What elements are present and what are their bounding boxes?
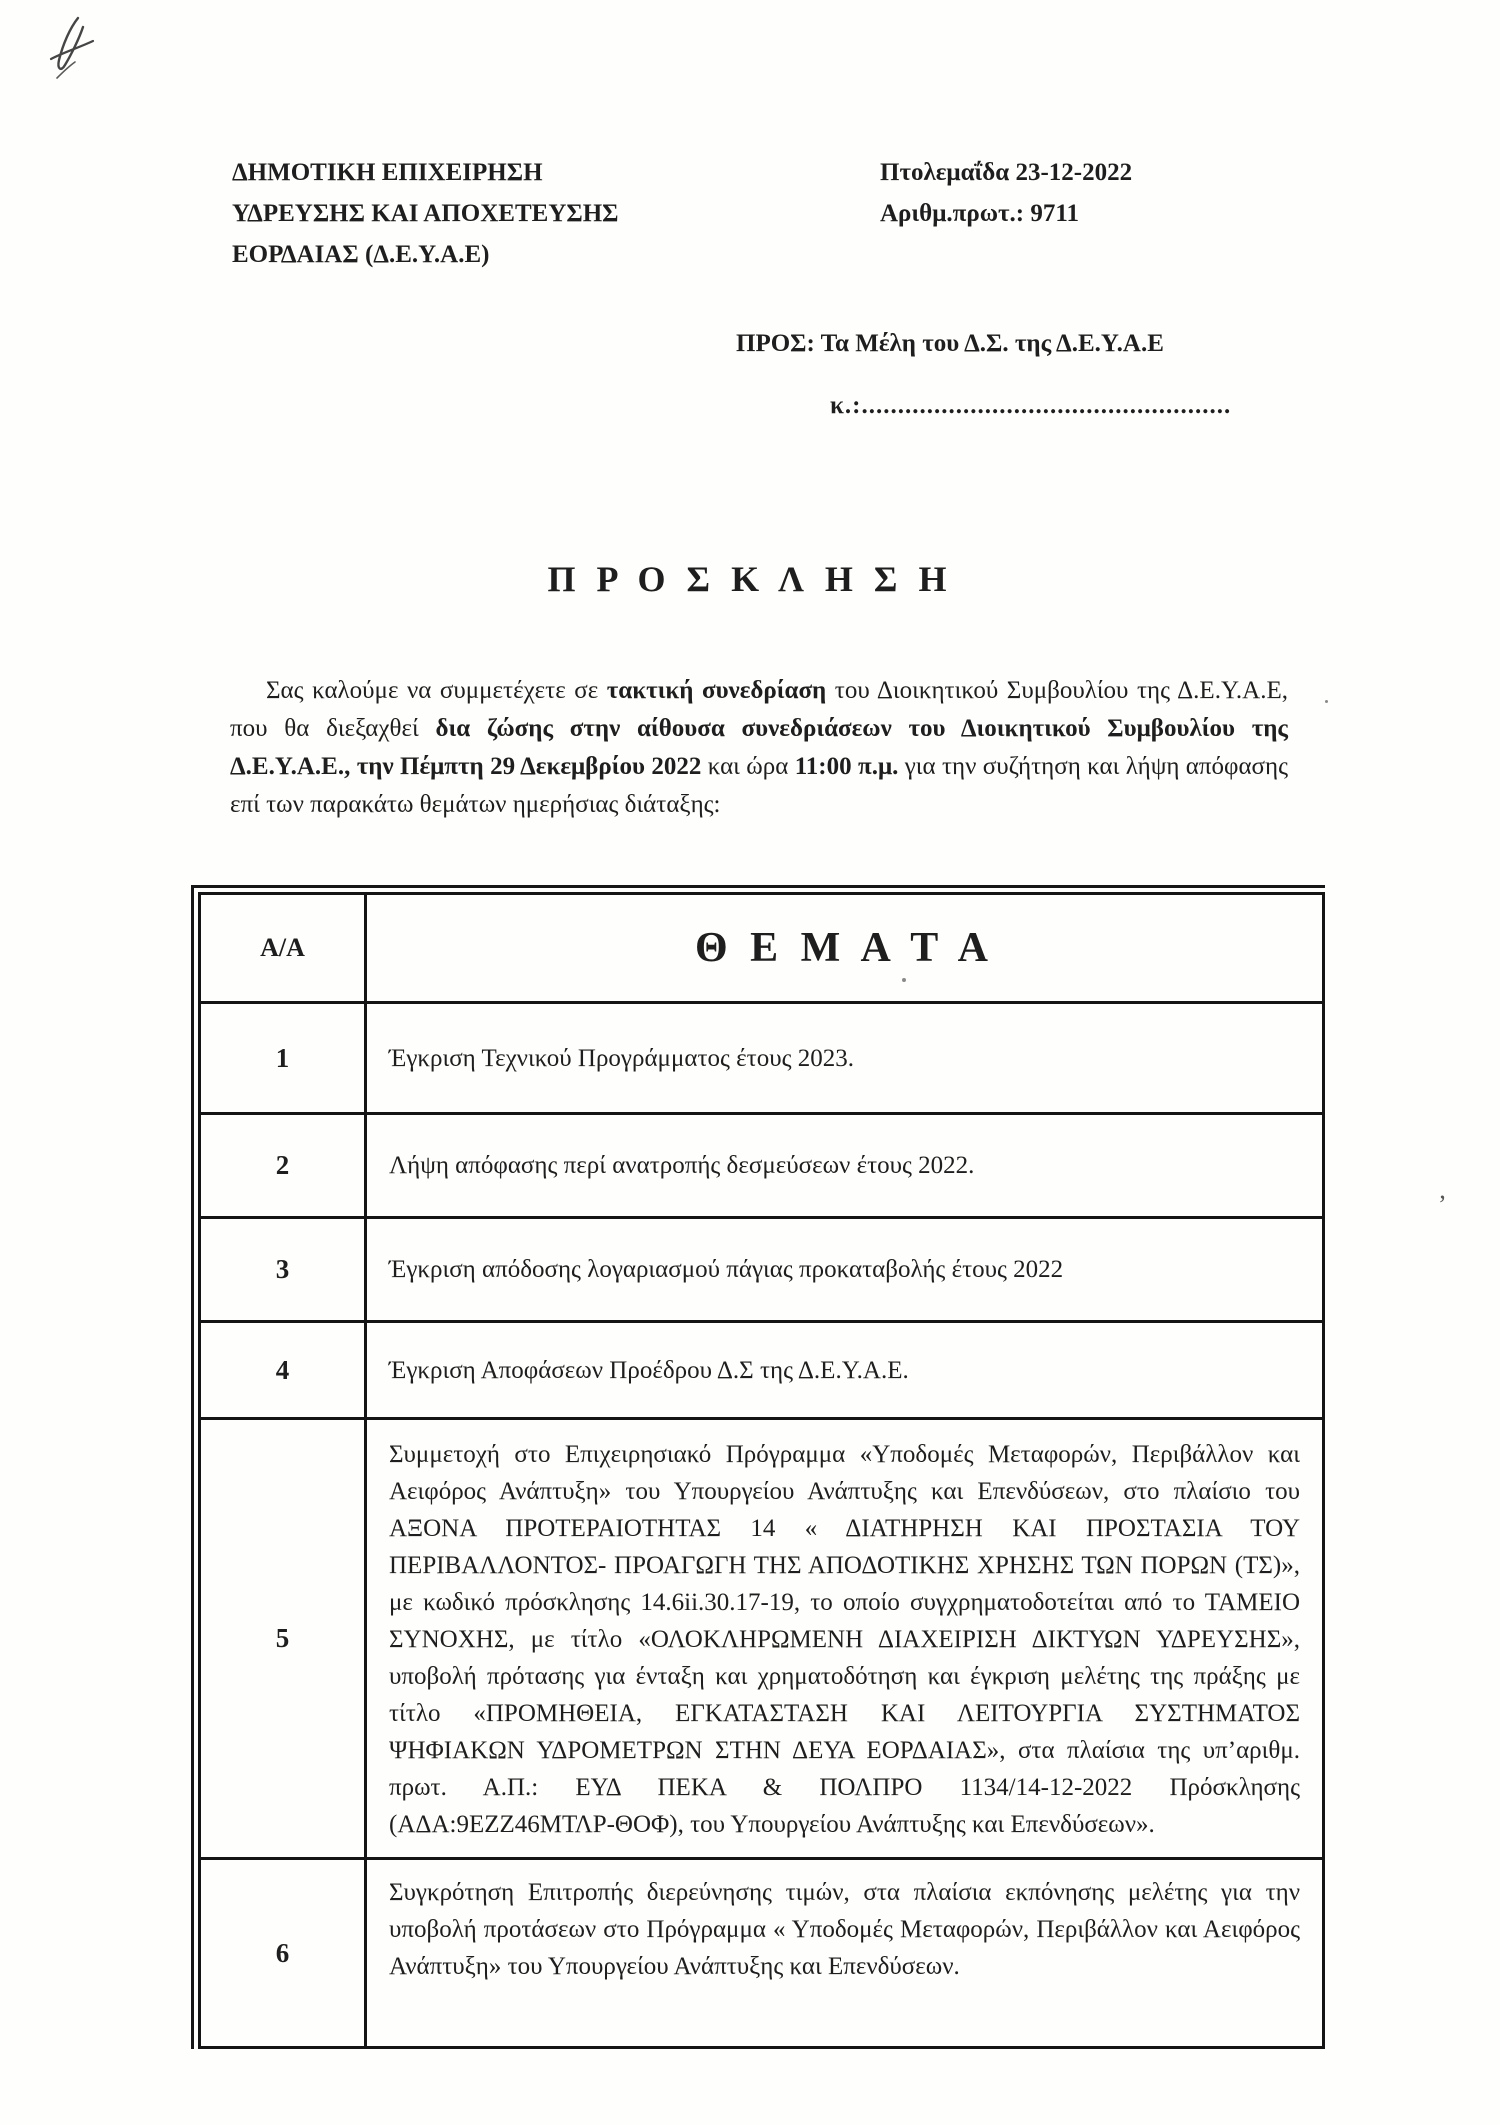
table-row <box>200 1003 1324 1114</box>
row-text: Έγκριση Αποφάσεων Προέδρου Δ.Σ της Δ.Ε.Υ.Α.Ε. <box>366 1322 1324 1419</box>
sender-block <box>232 152 619 275</box>
table-row <box>200 1114 1324 1218</box>
agenda-table <box>198 892 1325 2049</box>
place-date: Πτολεμαΐδα 23-12-2022 <box>880 159 1133 186</box>
header-aa: Α/Α <box>200 894 366 1003</box>
row-number: 4 <box>200 1322 366 1419</box>
body-segment: του Διοικητικού Συμβουλίου της Δ.Ε.Υ.Α.Ε, που θα διεξαχθεί <box>230 677 1288 742</box>
table-row <box>200 1859 1324 2048</box>
sender-line-1: ΔΗΜΟΤΙΚΗ ΕΠΙΧΕΙΡΗΣΗ <box>232 159 543 186</box>
row-text: Συγκρότηση Επιτροπής διερεύνησης τιμών, στα πλαίσια εκπόνησης μελέτης για την υποβολή προτάσεων στο Πρόγραμμα « Υποδομές Μεταφορών, Περιβάλλον και Αειφόρος Ανάπτυξη» του Υπουργείου Ανάπτυξης και Επενδύσεων. <box>366 1859 1324 2048</box>
body-segment-bold: τακτική συνεδρίαση <box>606 677 827 704</box>
recipient-name-dotted-line: κ.:................................................... <box>830 392 1232 419</box>
agenda-table-wrapper <box>191 885 1325 2049</box>
protocol-number: Αριθμ.πρωτ.: 9711 <box>880 200 1079 227</box>
body-segment-bold: 11:00 π.μ. <box>794 753 899 780</box>
row-text: Λήψη απόφασης περί ανατροπής δεσμεύσεων έτους 2022. <box>366 1114 1324 1218</box>
sender-line-3: ΕΟΡΔΑΙΑΣ (Δ.Ε.Υ.Α.Ε) <box>232 241 490 268</box>
table-header-row <box>200 894 1324 1003</box>
row-number: 5 <box>200 1419 366 1859</box>
table-row <box>200 1419 1324 1859</box>
body-segment: για την συζήτηση και λήψη απόφασης επί των παρακάτω θεμάτων ημερήσιας διάταξης: <box>230 753 1289 818</box>
document-title: Π Ρ Ο Σ Κ Λ Η Σ Η <box>547 559 953 599</box>
row-text: Έγκριση Τεχνικού Προγράμματος έτους 2023. <box>366 1003 1324 1114</box>
invitation-paragraph <box>230 672 1288 824</box>
table-row <box>200 1218 1324 1322</box>
meta-block <box>880 152 1132 234</box>
body-segment: και ώρα <box>701 753 795 780</box>
body-segment-bold: δια ζώσης στην αίθουσα συνεδριάσεων του Διοικητικού Συμβουλίου της Δ.Ε.Υ.Α.Ε., την Πέμπτη 29 Δεκεμβρίου 2022 <box>230 715 1288 780</box>
row-text: Έγκριση απόδοσης λογαριασμού πάγιας προκαταβολής έτους 2022 <box>366 1218 1324 1322</box>
recipient-line: ΠΡΟΣ: Τα Μέλη του Δ.Σ. της Δ.Ε.Υ.Α.Ε <box>736 330 1164 357</box>
handwritten-mark-icon <box>38 12 108 92</box>
scan-speckle <box>902 978 906 982</box>
row-number: 6 <box>200 1859 366 2048</box>
table-row <box>200 1322 1324 1419</box>
row-number: 1 <box>200 1003 366 1114</box>
row-text: Συμμετοχή στο Επιχειρησιακό Πρόγραμμα «Υποδομές Μεταφορών, Περιβάλλον και Αειφόρος Ανάπτυξη» του Υπουργείου Ανάπτυξης και Επενδύσεων, στο πλαίσιο του ΑΞΟΝΑ ΠΡΟΤΕΡΑΙΟΤΗΤΑΣ 14 « ΔΙΑΤΗΡΗΣΗ ΚΑΙ ΠΡΟΣΤΑΣΙΑ ΤΟΥ ΠΕΡΙΒΑΛΛΟΝΤΟΣ- ΠΡΟΑΓΩΓΗ ΤΗΣ ΑΠΟΔΟΤΙΚΗΣ ΧΡΗΣΗΣ ΤΩΝ ΠΟΡΩΝ (ΤΣ)», με κωδικό πρόσκλησης 14.6ii.30.17-19, το οποίο συγχρηματοδοτείται από το ΤΑΜΕΙΟ ΣΥΝΟΧΗΣ, με τίτλο «ΟΛΟΚΛΗΡΩΜΕΝΗ ΔΙΑΧΕΙΡΙΣΗ ΔΙΚΤΥΩΝ ΥΔΡΕΥΣΗΣ», υποβολή πρότασης για ένταξη και χρηματοδότηση και έγκριση μελέτης της πράξης με τίτλο «ΠΡΟΜΗΘΕΙΑ, ΕΓΚΑΤΑΣΤΑΣΗ ΚΑΙ ΛΕΙΤΟΥΡΓΙΑ ΣΥΣΤΗΜΑΤΟΣ ΨΗΦΙΑΚΩΝ ΥΔΡΟΜΕΤΡΩΝ ΣΤΗΝ ΔΕΥΑ ΕΟΡΔΑΙΑΣ», στα πλαίσια της υπ’αριθμ. πρωτ. Α.Π.: ΕΥΔ ΠΕΚΑ & ΠΟΛΠΡΟ 1134/14-12-2022 Πρόσκλησης (ΑΔΑ:9ΕΖΖ46ΜΤΛΡ-ΘΟΦ), του Υπουργείου Ανάπτυξης και Επενδύσεων». <box>366 1419 1324 1859</box>
row-number: 3 <box>200 1218 366 1322</box>
header-themata: Θ Ε Μ Α Τ Α <box>366 894 1324 1003</box>
sender-line-2: ΥΔΡΕΥΣΗΣ ΚΑΙ ΑΠΟΧΕΤΕΥΣΗΣ <box>232 200 619 227</box>
body-segment: Σας καλούμε να συμμετέχετε σε <box>266 677 607 704</box>
scan-speckle <box>1325 700 1328 703</box>
scan-artifact-mark: ’ <box>1438 1190 1447 1219</box>
row-number: 2 <box>200 1114 366 1218</box>
